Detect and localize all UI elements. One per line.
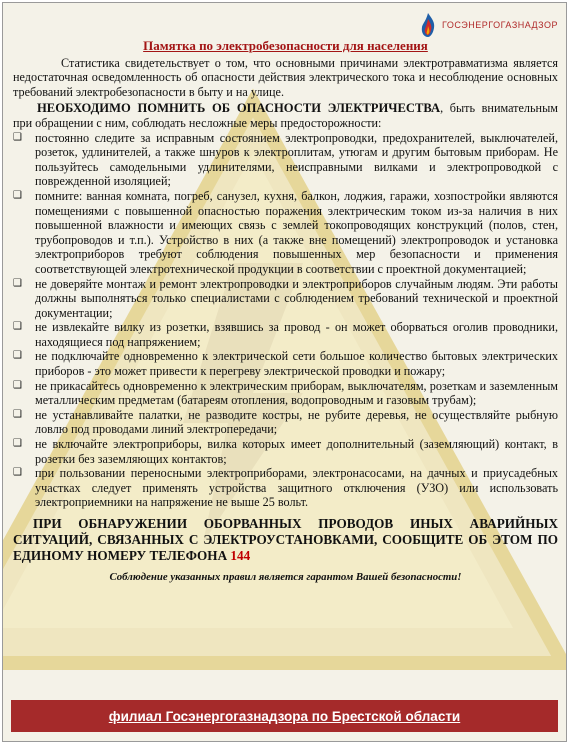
- lead-paragraph: [13, 101, 558, 130]
- list-item-text: не включайте электроприборы, вилка которых имеет дополнительный (заземляющий) контакт, в розетки без заземляющих контактов;: [35, 437, 558, 466]
- list-item: [13, 349, 558, 378]
- checkbox-bullet-icon: ❑: [13, 189, 22, 201]
- list-item: [13, 277, 558, 321]
- emergency-phone-number: 144: [230, 548, 251, 563]
- list-item-text: помните: ванная комната, погреб, санузел, кухня, балкон, лоджия, гаражи, хозпостройки являются помещениями с повышенной опасностью поражения электрическим током из-за наличия в них повышенной влажности и имеющих связь с землей токопроводящих конструкций (полов, стен, трубопроводов и т.п.). Устройство в них (а также вне помещений) электропроводок и установка электроприборов требуют соблюдения повышенных мер безопасности и применения соответствующей электротехнической продукции в соответствии с проектной документацией;: [35, 188, 558, 276]
- memo-content: [13, 39, 558, 585]
- list-item-text: не устанавливайте палатки, не разводите костры, не рубите деревья, не осуществляйте рыбную ловлю под проводами линий электропередачи;: [35, 407, 558, 437]
- lead-bold-text: НЕОБХОДИМО ПОМНИТЬ ОБ ОПАСНОСТИ ЭЛЕКТРИЧЕСТВА: [37, 101, 441, 116]
- checkbox-bullet-icon: ❑: [13, 350, 22, 362]
- list-item: [13, 189, 558, 277]
- list-item-text: не подключайте одновременно к электрической сети большое количество бытовых электрических приборов - это может привести к перегреву электрической проводки и пожару;: [35, 349, 558, 379]
- flame-logo-icon: [418, 11, 438, 39]
- footer-text: филиал Госэнергогазнадзора по Брестской области: [108, 708, 461, 724]
- lead-rest-text: , быть внимательным при обращении с ним, соблюдать несложные меры предосторожности:: [13, 101, 558, 130]
- checkbox-bullet-icon: ❑: [13, 467, 22, 479]
- list-item: [13, 131, 558, 189]
- list-item-text: не извлекайте вилку из розетки, взявшись за провод - он может оборваться оголив проводники, находящиеся под напряжением;: [35, 320, 558, 349]
- intro-paragraph: Статистика свидетельствует о том, что основными причинами электротравматизма является недостаточная осведомленность об опасности действия электрического тока и несоблюдение основных требований электробезопасности в быту и на улице.: [13, 55, 558, 99]
- checkbox-bullet-icon: ❑: [13, 277, 22, 289]
- warning-text: ПРИ ОБНАРУЖЕНИИ ОБОРВАННЫХ ПРОВОДОВ ИНЫХ АВАРИЙНЫХ СИТУАЦИЙ, СВЯЗАННЫХ С ЭЛЕКТРОУСТАНОВКАМИ, СООБЩИТЕ ОБ ЭТОМ ПО ЕДИНОМУ НОМЕРУ ТЕЛЕФОНА: [13, 516, 558, 563]
- checkbox-bullet-icon: ❑: [13, 321, 22, 333]
- checkbox-bullet-icon: ❑: [13, 438, 22, 450]
- emergency-warning: [13, 516, 558, 564]
- checkbox-bullet-icon: ❑: [13, 379, 22, 391]
- list-item-text: при пользовании переносными электроприборами, электронасосами, на дачных и приусадебных участках следует применять устройства защитного отключения (УЗО) или использовать электроприемники на напряжение не выше 25 вольт.: [35, 466, 558, 510]
- memo-page: [2, 2, 567, 742]
- logo-text: ГОСЭНЕРГОГАЗНАДЗОР: [442, 20, 558, 30]
- list-item-text: постоянно следите за исправным состоянием электропроводки, предохранителей, выключателей, розеток, удлинителей, а также шнуров к электроплитам, утюгам и другим бытовым приборам. Не пользуйтесь самодельными удлинителями, неисправными вилками и электропроводкой с поврежденной изоляцией;: [35, 130, 558, 189]
- list-item: [13, 320, 558, 349]
- list-item: [13, 379, 558, 408]
- closing-note: Соблюдение указанных правил является гарантом Вашей безопасности!: [109, 571, 462, 583]
- page-title: Памятка по электробезопасности для населения: [143, 38, 428, 53]
- list-item: [13, 408, 558, 437]
- list-item-text: не прикасайтесь одновременно к электрическим приборам, выключателям, розеткам и заземленным металлическим предметам (батареям отопления, водопроводным и газовым трубам);: [35, 378, 558, 408]
- gosenergogaznadzor-logo: [418, 11, 558, 39]
- list-item-text: не доверяйте монтаж и ремонт электропроводки и электроприборов случайным людям. Эти работы должны выполняться только специалистами с соблюдением требований технической и проектной документации;: [35, 276, 558, 320]
- list-item: [13, 466, 558, 510]
- footer-banner: [11, 700, 558, 732]
- list-item: [13, 437, 558, 466]
- checkbox-bullet-icon: ❑: [13, 408, 22, 420]
- checkbox-bullet-icon: ❑: [13, 131, 22, 143]
